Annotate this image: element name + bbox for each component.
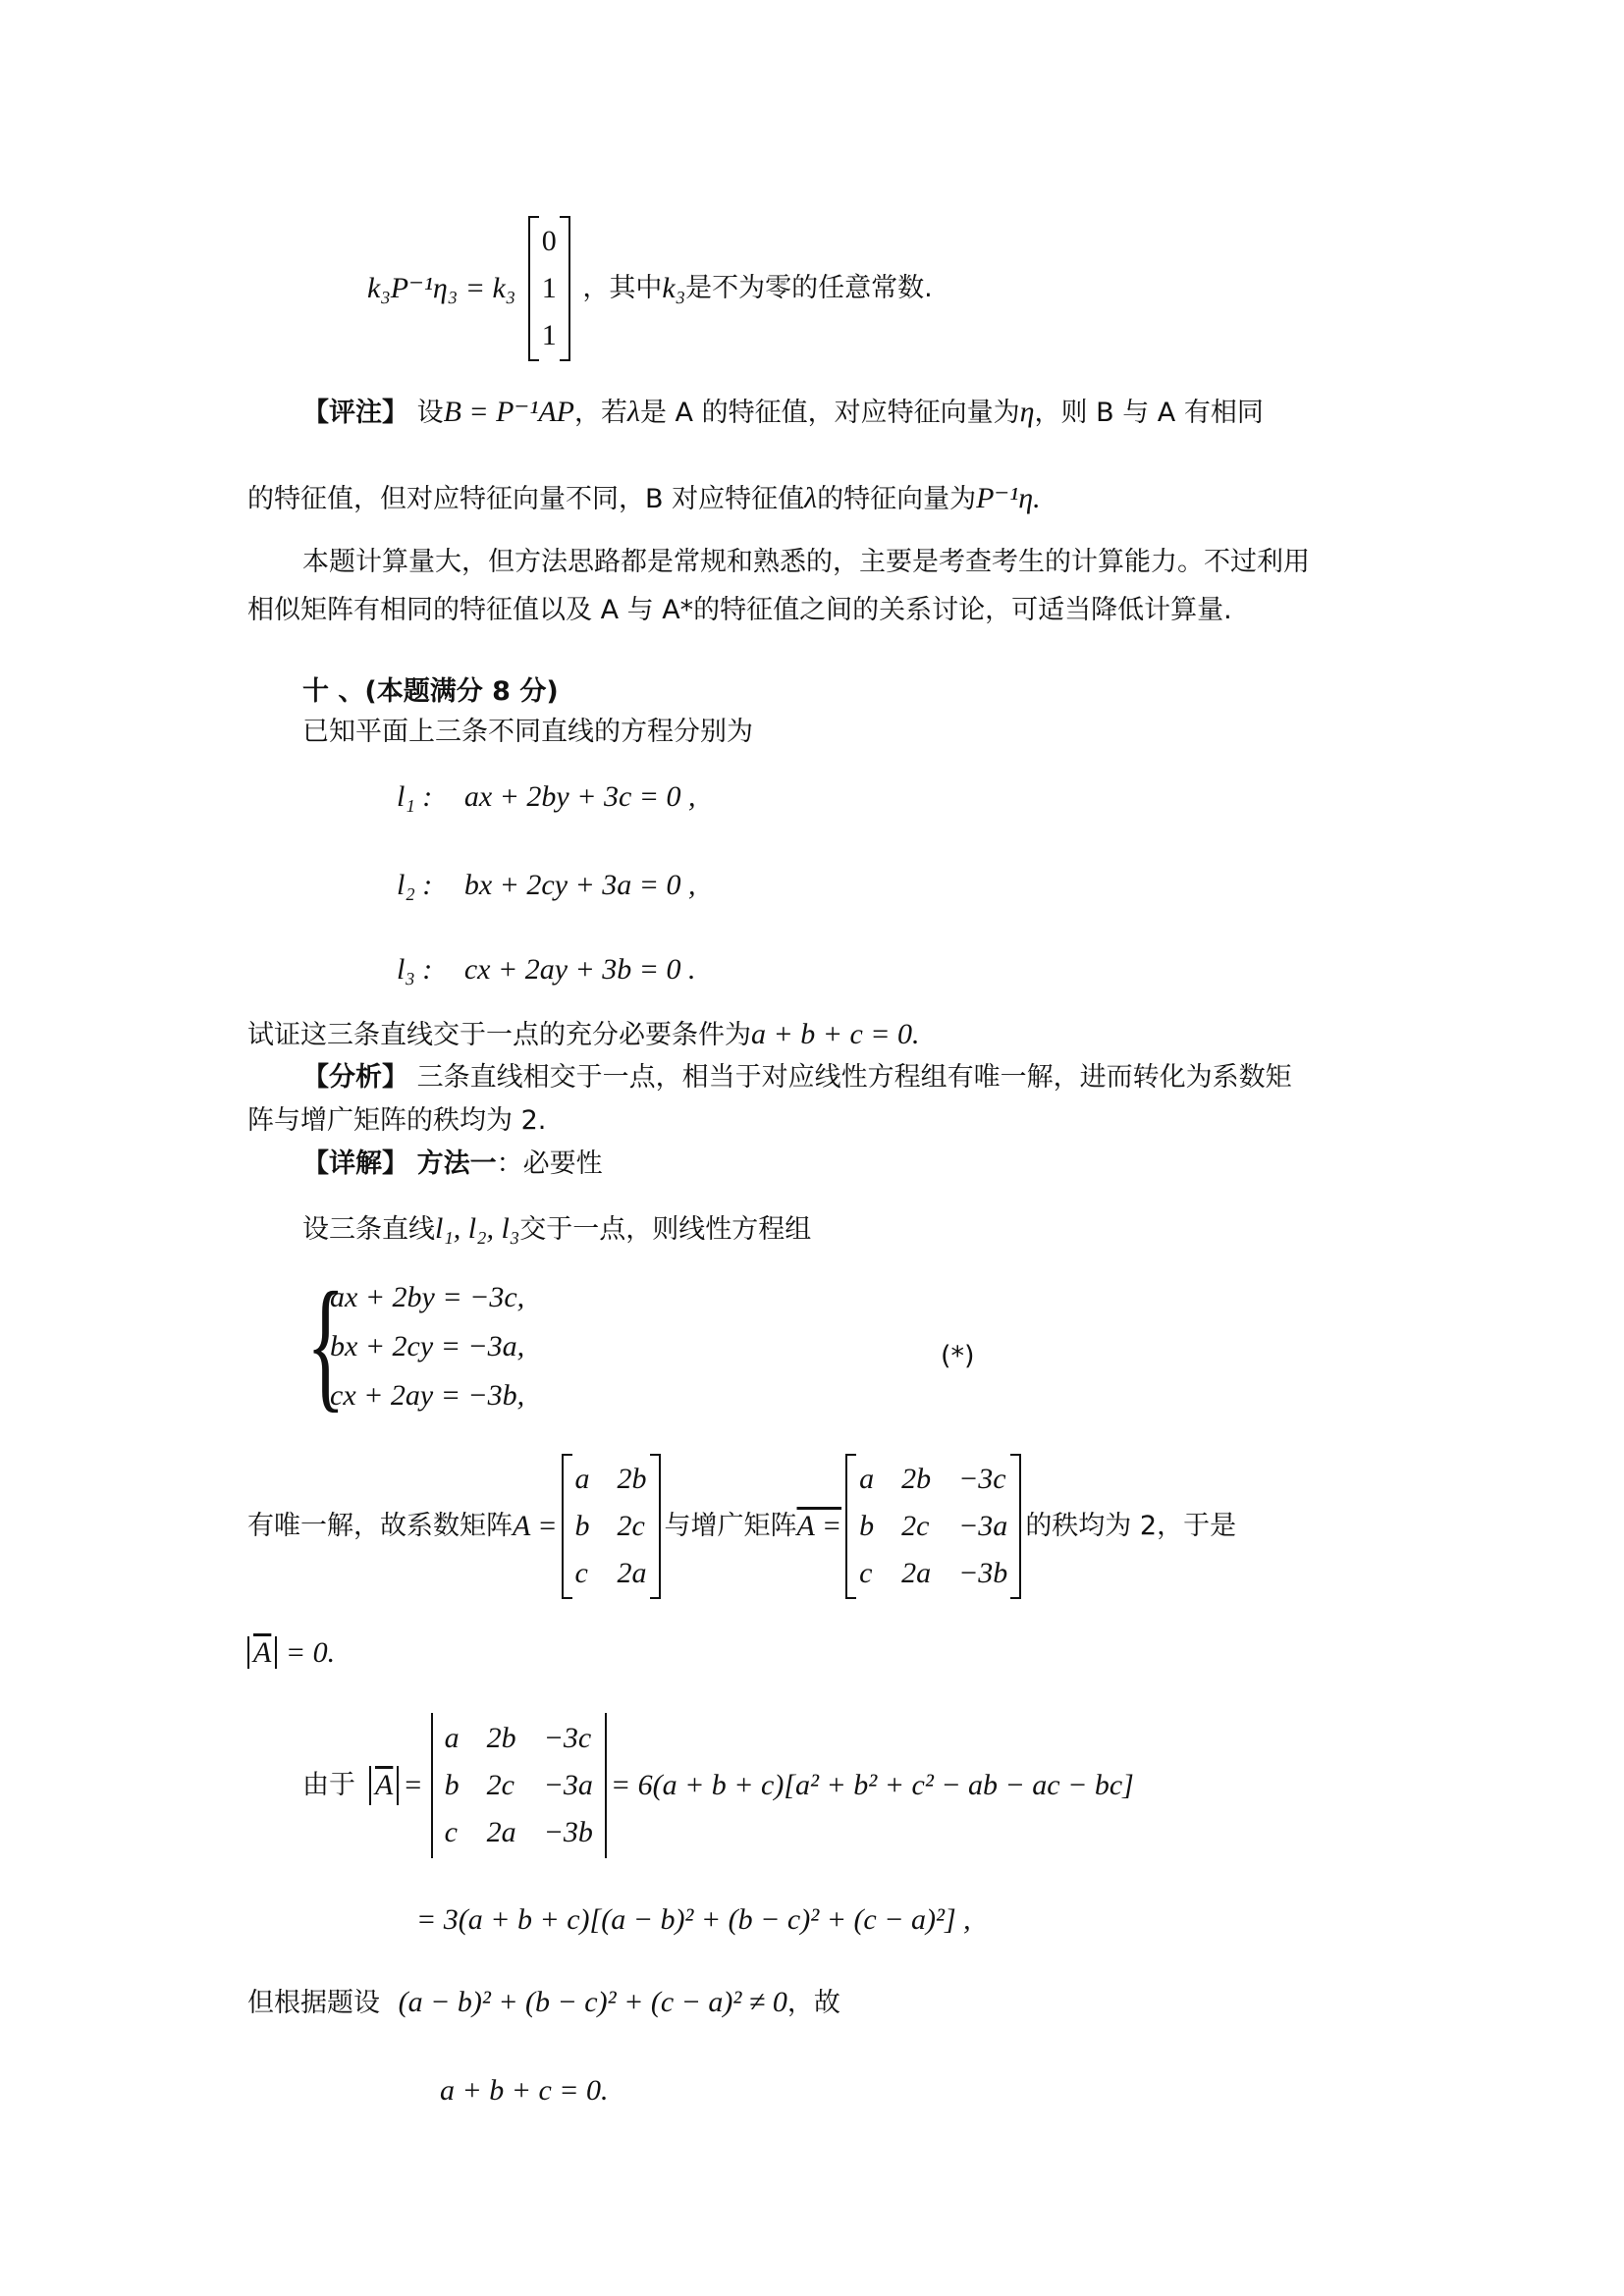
top-formula: [367, 216, 933, 353]
det-zero-tail: = 0.: [285, 1636, 336, 1669]
remark-tag: 【评注】: [302, 398, 408, 428]
line-label-1: l₁ :: [397, 780, 433, 813]
analysis-text-1: 三条直线相交于一点，相当于对应线性方程组有唯一解，进而转化为系数矩: [416, 1062, 1292, 1093]
det-matrix-entry: −3c: [543, 1722, 592, 1754]
remark-l1-formula: B = P⁻¹AP: [443, 396, 574, 428]
det-result2: = 3(a + b + c)[(a − b)² + (b − c)² + (c − a)²] ,: [416, 1903, 971, 1936]
problem-statement: 已知平面上三条不同直线的方程分别为: [302, 717, 753, 747]
remark-para2-l2: 相似矩阵有相同的特征值以及 A 与 A*的特征值之间的关系讨论，可适当降低计算量.: [247, 595, 1232, 625]
system-eq-2: bx + 2cy = −3a,: [330, 1330, 525, 1362]
line-eq-2: [397, 866, 696, 906]
unique-a: 有唯一解，故系数矩阵: [247, 1511, 513, 1541]
det-zero-A: $\overline{A}$: [253, 1636, 272, 1669]
analysis-line2: 阵与增广矩阵的秩均为 2.: [247, 1105, 547, 1136]
det-matrix-entry: a: [444, 1722, 460, 1754]
remark-l1-d: ，则 B 与 A 有相同: [1034, 398, 1264, 428]
equation-system: [306, 1262, 699, 1433]
remark-l2-b: 的特征向量为: [817, 484, 977, 514]
system-tag: (*): [941, 1341, 975, 1371]
line-label-3: l₃ :: [397, 953, 433, 986]
det-matrix-grid: [431, 1713, 607, 1858]
matrix-Abar-entry: −3a: [958, 1510, 1008, 1542]
prove-formula: a + b + c = 0.: [751, 1018, 920, 1050]
but-b: ，故: [786, 1988, 840, 2018]
remark-line1: [302, 393, 1264, 433]
matrix-Abar-entry: −3b: [958, 1557, 1008, 1589]
det-matrix-entry: b: [444, 1769, 460, 1801]
matrix-A-grid: [562, 1454, 661, 1599]
det-abs: [369, 1766, 399, 1805]
matrix-A-entry: 2c: [617, 1510, 645, 1542]
top-vector-entry: 0: [541, 225, 557, 257]
matrix-Abar-entry: 2c: [901, 1510, 930, 1542]
det-matrix-entry: c: [444, 1816, 458, 1848]
system-brace: {: [306, 1262, 346, 1425]
matrix-A-entry: 2a: [617, 1557, 647, 1589]
remark-l1-c: 是 A 的特征值，对应特征向量为: [639, 398, 1020, 428]
but-a: 但根据题设: [247, 1988, 380, 2018]
top-vector: [528, 216, 570, 361]
det-A: $\overline{A}$: [375, 1769, 394, 1801]
system-eq-3: cx + 2ay = −3b,: [330, 1379, 525, 1412]
det-matrix-entry: −3a: [543, 1769, 593, 1801]
matrix-A-lhs: A =: [513, 1510, 558, 1542]
remark-lambda: λ: [626, 396, 640, 428]
det-matrix: [431, 1713, 607, 1858]
matrix-A-entry: c: [574, 1557, 588, 1589]
matrix-Abar-entry: a: [859, 1463, 875, 1495]
matrix-Abar: [845, 1454, 1021, 1599]
matrix-Abar-entry: −3c: [958, 1463, 1006, 1495]
determinant-line: [302, 1712, 1134, 1859]
since-text: 由于: [302, 1770, 355, 1800]
matrix-Abar-entry: 2a: [901, 1557, 932, 1589]
top-vector-entry: 1: [541, 319, 557, 351]
detail-tag: 【详解】: [302, 1148, 408, 1179]
method-tail: ：必要性: [496, 1148, 603, 1179]
det-result2-line: [416, 1900, 971, 1941]
top-formula-lhs: k₃P⁻¹η₃ = k₃: [367, 272, 516, 304]
matrix-A: [562, 1454, 661, 1599]
det-zero-abs: [247, 1636, 277, 1669]
line-eq-text-3: cx + 2ay + 3b = 0 .: [463, 953, 696, 986]
but-line: [247, 1983, 840, 2023]
top-formula-tail: ，其中: [582, 273, 663, 303]
detail-line: [302, 1145, 603, 1184]
remark-l2-formula: P⁻¹η.: [976, 482, 1041, 514]
line-eq-text-1: ax + 2by + 3c = 0 ,: [463, 780, 696, 813]
conclusion: a + b + c = 0.: [440, 2074, 609, 2107]
top-formula-tail2: 是不为零的任意常数.: [685, 273, 933, 303]
matrix-A-entry: b: [574, 1510, 590, 1542]
but-formula: (a − b)² + (b − c)² + (c − a)² ≠ 0: [398, 1986, 787, 2018]
suppose-line: [302, 1209, 811, 1250]
conclusion-line: [440, 2071, 609, 2111]
method-label: 方法一: [416, 1148, 497, 1179]
matrix-A-entry: a: [574, 1463, 590, 1495]
remark-para2-l1: 本题计算量大，但方法思路都是常规和熟悉的，主要是考查考生的计算能力。不过利用: [302, 547, 1310, 577]
line-eq-3: [397, 950, 696, 990]
analysis-tag: 【分析】: [302, 1062, 408, 1093]
det-matrix-entry: −3b: [543, 1816, 593, 1848]
problem-heading: 十 、(本题满分 8 分): [302, 676, 559, 707]
analysis-line1: [302, 1058, 1292, 1097]
unique-c: 的秩均为 2，于是: [1025, 1511, 1237, 1541]
top-formula-k3: k₃: [662, 272, 686, 304]
matrix-Abar-entry: c: [859, 1557, 873, 1589]
matrix-Abar-entry: 2b: [901, 1463, 932, 1495]
unique-b: 与增广矩阵: [664, 1511, 797, 1541]
det-matrix-entry: 2a: [486, 1816, 516, 1848]
det-matrix-entry: 2c: [486, 1769, 514, 1801]
det-matrix-entry: 2b: [486, 1722, 516, 1754]
suppose-b: 交于一点，则线性方程组: [519, 1214, 812, 1245]
matrix-Abar-grid: [845, 1454, 1021, 1599]
remark-line2: [247, 479, 1041, 519]
suppose-lines: l₁, l₂, l₃: [435, 1212, 520, 1245]
matrix-Abar-lhs: A =: [796, 1510, 842, 1542]
remark-l2-lambda: λ: [804, 482, 818, 514]
suppose-a: 设三条直线: [302, 1214, 435, 1245]
det-result: = 6(a + b + c)[a² + b² + c² − ab − ac − bc]: [610, 1769, 1134, 1801]
line-label-2: l₂ :: [397, 869, 433, 901]
remark-l1-a: 设: [416, 398, 444, 428]
remark-l2-a: 的特征值，但对应特征向量不同，B 对应特征值: [247, 484, 805, 514]
system-eq-1: ax + 2by = −3c,: [330, 1281, 525, 1313]
matrix-A-entry: 2b: [617, 1463, 647, 1495]
top-vector-entry: 1: [541, 272, 557, 304]
line-eq-text-2: bx + 2cy + 3a = 0 ,: [463, 869, 696, 901]
unique-line: [247, 1453, 1236, 1600]
matrix-Abar-entry: b: [859, 1510, 875, 1542]
remark-eta: η: [1019, 396, 1035, 428]
det-zero-line: [247, 1633, 335, 1674]
prove-text: 试证这三条直线交于一点的充分必要条件为: [247, 1020, 751, 1050]
remark-l1-b: ，若: [573, 398, 627, 428]
det-eq: =: [403, 1769, 423, 1801]
line-eq-1: [397, 777, 696, 818]
prove-line: [247, 1015, 920, 1055]
